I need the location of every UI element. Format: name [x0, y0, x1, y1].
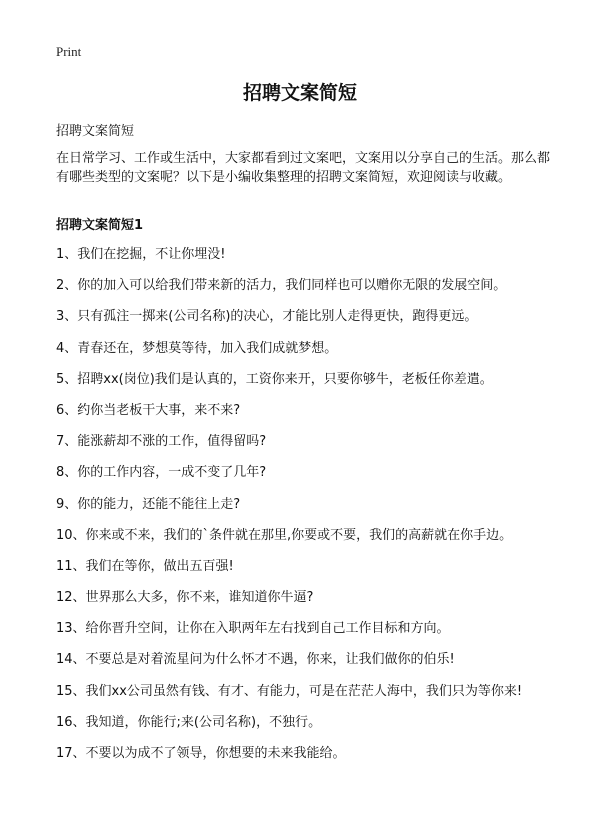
- list-item: 11、我们在等你，做出五百强!: [56, 558, 234, 574]
- list-item: 10、你来或不来，我们的`条件就在那里,你要或不要，我们的高薪就在你手边。: [56, 527, 513, 543]
- list-item: 8、你的工作内容，一成不变了几年?: [56, 465, 267, 481]
- list-item: 13、给你晋升空间，让你在入职两年左右找到自己工作目标和方向。: [56, 621, 450, 637]
- list-item: 16、我知道，你能行;来(公司名称)，不独行。: [56, 714, 322, 730]
- list-item: 5、招聘xx(岗位)我们是认真的，工资你来开，只要你够牛，老板任你差遣。: [56, 371, 493, 387]
- list-item: 1、我们在挖掘，不让你埋没!: [56, 247, 226, 262]
- intro-paragraph: 在日常学习、工作或生活中，大家都看到过文案吧，文案用以分享自己的生活。那么都有哪些类型的文案呢？以下是小编收集整理的招聘文案简短，欢迎阅读与收藏。: [56, 151, 551, 185]
- list-item: 7、能涨薪却不涨的工作，值得留吗?: [56, 434, 267, 450]
- print-label: Print: [56, 44, 82, 59]
- list-item: 14、不要总是对着流星问为什么怀才不遇，你来，让我们做你的伯乐!: [56, 652, 455, 668]
- list-item: 4、青春还在，梦想莫等待，加入我们成就梦想。: [56, 340, 338, 356]
- list-item: 6、约你当老板干大事，来不来?: [56, 402, 241, 418]
- list-item: 3、只有孤注一掷来(公司名称)的决心，才能比别人走得更快，跑得更远。: [56, 309, 478, 325]
- page-title: 招聘文案简短: [242, 82, 357, 104]
- document-subtitle: 招聘文案简短: [56, 124, 135, 139]
- list-item: 9、你的能力，还能不能往上走?: [56, 496, 241, 512]
- section-heading: 招聘文案简短1: [56, 218, 144, 233]
- item-list: [56, 246, 566, 776]
- list-item: 17、不要以为成不了领导，你想要的未来我能给。: [56, 746, 346, 761]
- list-item: 15、我们xx公司虽然有钱、有才、有能力，可是在茫茫人海中，我们只为等你来!: [56, 683, 523, 699]
- list-item: 12、世界那么大多，你不来，谁知道你牛逼?: [56, 590, 314, 606]
- list-item: 2、你的加入可以给我们带来新的活力，我们同样也可以赠你无限的发展空间。: [56, 278, 507, 294]
